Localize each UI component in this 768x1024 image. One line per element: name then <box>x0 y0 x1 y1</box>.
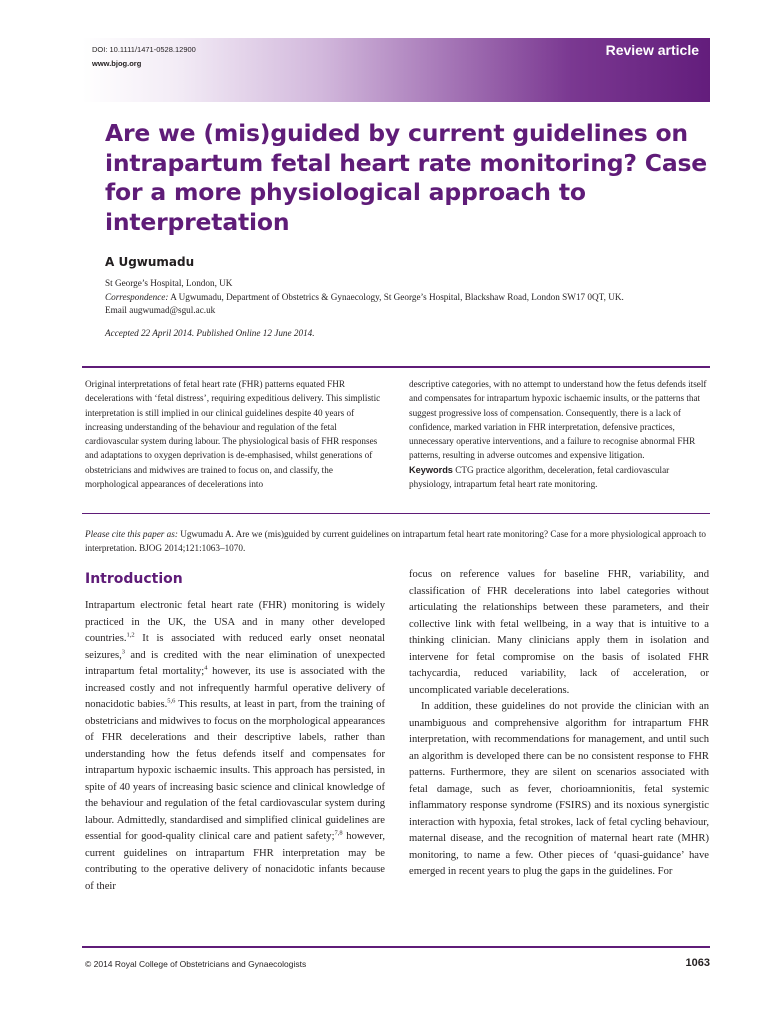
abstract-column-1: Original interpretations of fetal heart rate (FHR) patterns equated FHR decelerations with ‘fetal distress’, requiring expeditious delivery. This simplistic interpretation is still implied in our clinical guidelines despite 40 years of increasing understanding of the behaviour and regulation of the fetal cardiovascular system during labour. The physiological basis of FHR responses and adaptations to oxygen deprivation is de-emphasised, whilst generations of obstetricians and midwives are trained to focus on, and classify, the morphological appearances of decelerations into <box>85 379 381 490</box>
footer-rule <box>82 946 710 948</box>
abstract-column-2 <box>409 377 709 491</box>
body-column-2 <box>409 567 709 881</box>
intro-text: Intrapartum electronic fetal heart rate (FHR) monitoring is widely practiced in the UK, the USA and in many other developed countries. <box>85 600 385 644</box>
author-affiliation-block <box>105 277 715 318</box>
citation-text: Ugwumadu A. Are we (mis)guided by current guidelines on intrapartum fetal heart rate monitoring? Case for a more physiological approach to interpretation. BJOG 2014;121:1063–1070. <box>85 529 707 553</box>
abstract-bottom-rule <box>82 513 710 514</box>
intro-text: and is credited with the near elimination of unexpected intrapartum fetal mortality; <box>85 649 385 677</box>
page-number: 1063 <box>685 957 710 969</box>
article-title: Are we (mis)guided by current guidelines on intrapartum fetal heart rate monitoring? Case for a more physiological approach to interpretation <box>105 119 708 236</box>
copyright: © 2014 Royal College of Obstetricians and Gynaecologists <box>85 959 307 969</box>
accepted-date: Accepted 22 April 2014. Published Online 12 June 2014. <box>105 328 315 338</box>
reference-link[interactable]: 7,8 <box>334 829 343 837</box>
intro-paragraph-3: In addition, these guidelines do not provide the clinician with an unambiguous and comprehensive algorithm for intrapartum FHR interpretation, with recommendations for management, and until such an algorithm is developed there can be no consistent response to FHR patterns. Furthermore, they are silent on scenarios associated with fetal damage, such as fever, chorioamnionitis, fetal systemic inflammatory response syndrome (FSIRS) and its noxious synergistic interaction with hypoxia, fetal strokes, lack of fetal cycling behaviour, maternal disease, and the recognition of maternal heart rate (MHR) monitoring, to name a few. Other pieces of ‘quasi-guidance’ have emerged in recent years to plug the gaps in the guidelines. For <box>409 701 709 877</box>
author-name: A Ugwumadu <box>105 255 195 269</box>
keywords-label: Keywords <box>409 464 453 475</box>
email[interactable]: Email augwumad@sgul.ac.uk <box>105 305 216 315</box>
intro-text: however, its use is associated with the increased costly and not infrequently harmful operative delivery of nonacidotic babies. <box>85 666 385 710</box>
reference-link[interactable]: 1,2 <box>126 631 135 639</box>
intro-paragraph-2: focus on reference values for baseline FHR, variability, and classification of FHR decelerations into label categories without articulating the relationships between these parameters, and their collective link with fetal wellbeing, in a way that is intuitive to a thinking clinician. Many clinicians apply them in isolation and intervene for fetal compromise on the basis of isolated FHR tachycardia, reduced variability, lack of acceleration, or uncomplicated variable decelerations. <box>409 569 709 696</box>
keywords-text: CTG practice algorithm, deceleration, fetal cardiovascular physiology, intrapartum fetal heart rate monitoring. <box>409 464 670 490</box>
abstract-top-rule <box>82 366 710 368</box>
citation <box>85 528 710 556</box>
reference-link[interactable]: 4 <box>204 664 208 672</box>
affiliation: St George’s Hospital, London, UK <box>105 278 233 288</box>
citation-label: Please cite this paper as: <box>85 529 178 539</box>
correspondence-text: A Ugwumadu, Department of Obstetrics & Gynaecology, St George’s Hospital, Blackshaw Road, London SW17 0QT, UK. <box>168 291 624 302</box>
intro-text: It is associated with reduced early onset neonatal seizures, <box>85 633 385 661</box>
intro-paragraph-1 <box>85 598 385 895</box>
reference-link[interactable]: 5,6 <box>167 697 176 705</box>
reference-link[interactable]: 3 <box>121 647 126 655</box>
intro-text: however, current guidelines on intrapartum FHR interpretation may be contributing to the operative delivery of nonacidotic infants because of their <box>85 831 385 892</box>
body-column-1 <box>85 598 385 895</box>
doi[interactable]: DOI: 10.1111/1471-0528.12900 <box>92 45 196 54</box>
article-type: Review article <box>605 42 699 58</box>
section-heading-introduction: Introduction <box>85 571 183 587</box>
correspondence-label: Correspondence: <box>105 291 169 302</box>
correspondence <box>105 291 715 305</box>
journal-website[interactable]: www.bjog.org <box>92 59 142 68</box>
intro-text: This results, at least in part, from the training of obstetricians and midwives to focus on the morphological appearances of FHR decelerations and their descriptive labels, rather than understanding how the fetus defends itself and compensates for intrapartum hypoxic ischaemic insults. This approach has persisted, in spite of 40 years of increasing basic science and clinical knowledge of the behaviour and regulation of the fetal cardiovascular system during labour. Admittedly, standardised and simplified clinical guidelines are essential for good-quality clinical care and patient safety; <box>85 699 385 842</box>
abstract-column-2-text: descriptive categories, with no attempt to understand how the fetus defends itself and compensates for intrapartum hypoxic ischaemic insults, or the patterns that suggest progressive loss of compensation. Consequently, there is a lack of confidence, marked variation in FHR interpretation, defensive practices, unnecessary operative interventions, and a failure to recognise abnormal FHR patterns, resulting in adverse outcomes and expensive litigation. <box>409 379 707 461</box>
